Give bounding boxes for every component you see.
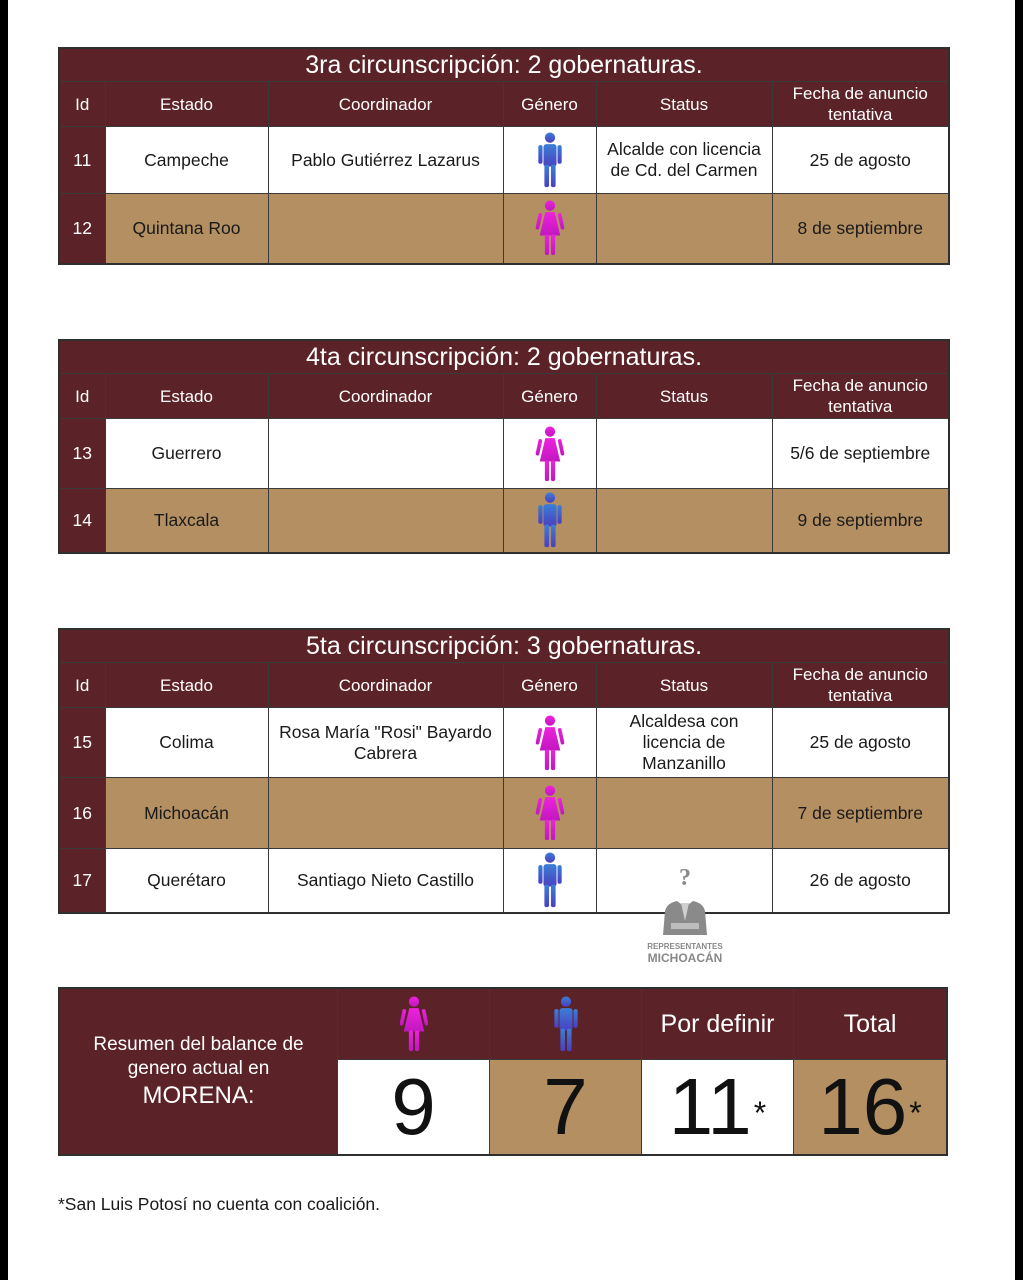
cell-genero — [503, 849, 596, 913]
cell-genero — [503, 127, 596, 194]
cell-genero — [503, 489, 596, 553]
summary-col-total — [793, 989, 946, 1154]
table-row — [59, 489, 949, 553]
total-label: Total — [794, 989, 946, 1060]
table-row — [59, 849, 949, 913]
summary-label — [60, 989, 337, 1154]
header-fecha: Fecha de anuncio tentativa — [772, 374, 949, 419]
header-estado: Estado — [105, 663, 268, 708]
cell-coordinador — [268, 194, 503, 264]
summary-col-por-definir — [641, 989, 793, 1154]
cell-fecha: 25 de agosto — [772, 708, 949, 778]
cell-estado: Campeche — [105, 127, 268, 194]
cell-status — [596, 194, 772, 264]
cell-coordinador: Pablo Gutiérrez Lazarus — [268, 127, 503, 194]
summary-col-male — [489, 989, 641, 1154]
header-genero: Género — [503, 374, 596, 419]
header-status: Status — [596, 82, 772, 127]
watermark-line2: MICHOACÁN — [647, 951, 723, 965]
footnote: *San Luis Potosí no cuenta con coalición. — [58, 1194, 381, 1214]
asterisk: * — [753, 1095, 767, 1131]
header-genero: Género — [503, 663, 596, 708]
cell-coordinador: Santiago Nieto Castillo — [268, 849, 503, 913]
header-coordinador: Coordinador — [268, 663, 503, 708]
male-icon — [552, 994, 580, 1054]
male-count: 7 — [490, 1060, 641, 1154]
table-3ra-circunscripcion — [58, 47, 950, 265]
header-fecha: Fecha de anuncio tentativa — [772, 663, 949, 708]
summary-col-female — [337, 989, 489, 1154]
por-definir-count: 11 — [668, 1062, 752, 1151]
male-icon — [508, 132, 592, 188]
cell-estado: Quintana Roo — [105, 194, 268, 264]
cell-status — [596, 419, 772, 489]
header-coordinador: Coordinador — [268, 82, 503, 127]
cell-fecha: 5/6 de septiembre — [772, 419, 949, 489]
header-estado: Estado — [105, 82, 268, 127]
header-estado: Estado — [105, 374, 268, 419]
cell-estado: Guerrero — [105, 419, 268, 489]
cell-id: 12 — [59, 194, 105, 264]
watermark-line1: REPRESENTANTES — [647, 942, 723, 951]
question-person-icon — [655, 865, 715, 937]
header-id: Id — [59, 82, 105, 127]
table-title: 5ta circunscripción: 3 gobernaturas. — [59, 629, 949, 663]
cell-estado: Tlaxcala — [105, 489, 268, 553]
female-icon — [400, 994, 428, 1054]
cell-estado: Michoacán — [105, 778, 268, 849]
cell-status — [596, 489, 772, 553]
cell-genero — [503, 778, 596, 849]
cell-fecha: 8 de septiembre — [772, 194, 949, 264]
male-icon — [508, 852, 592, 908]
male-icon — [508, 492, 592, 548]
cell-coordinador: Rosa María "Rosi" Bayardo Cabrera — [268, 708, 503, 778]
gender-summary — [58, 987, 948, 1156]
total-count: 16 — [818, 1062, 908, 1151]
watermark — [645, 865, 725, 965]
summary-label-line1: Resumen del balance de genero actual en — [93, 1033, 304, 1079]
cell-estado: Colima — [105, 708, 268, 778]
cell-id: 14 — [59, 489, 105, 553]
cell-id: 11 — [59, 127, 105, 194]
header-fecha: Fecha de anuncio tentativa — [772, 82, 949, 127]
table-row — [59, 419, 949, 489]
cell-status — [596, 778, 772, 849]
female-count: 9 — [338, 1060, 489, 1154]
cell-coordinador — [268, 489, 503, 553]
header-coordinador: Coordinador — [268, 374, 503, 419]
table-5ta-circunscripcion — [58, 628, 950, 914]
table-title: 3ra circunscripción: 2 gobernaturas. — [59, 48, 949, 82]
por-definir-label: Por definir — [642, 989, 793, 1060]
table-row — [59, 127, 949, 194]
cell-coordinador — [268, 778, 503, 849]
header-status: Status — [596, 374, 772, 419]
cell-estado: Querétaro — [105, 849, 268, 913]
header-genero: Género — [503, 82, 596, 127]
cell-fecha: 26 de agosto — [772, 849, 949, 913]
cell-genero — [503, 194, 596, 264]
table-title: 4ta circunscripción: 2 gobernaturas. — [59, 340, 949, 374]
female-icon — [508, 715, 592, 771]
cell-id: 17 — [59, 849, 105, 913]
cell-id: 15 — [59, 708, 105, 778]
svg-text:?: ? — [679, 865, 691, 891]
cell-genero — [503, 708, 596, 778]
table-row — [59, 778, 949, 849]
asterisk: * — [909, 1095, 922, 1131]
female-icon — [508, 426, 592, 482]
header-status: Status — [596, 663, 772, 708]
summary-label-line2: MORENA: — [142, 1081, 255, 1109]
cell-fecha: 25 de agosto — [772, 127, 949, 194]
header-id: Id — [59, 663, 105, 708]
cell-fecha: 9 de septiembre — [772, 489, 949, 553]
header-id: Id — [59, 374, 105, 419]
cell-id: 16 — [59, 778, 105, 849]
cell-genero — [503, 419, 596, 489]
cell-status: Alcaldesa con licencia de Manzanillo — [596, 708, 772, 778]
female-icon — [508, 200, 592, 256]
cell-fecha: 7 de septiembre — [772, 778, 949, 849]
cell-status: Alcalde con licencia de Cd. del Carmen — [596, 127, 772, 194]
cell-coordinador — [268, 419, 503, 489]
table-row — [59, 708, 949, 778]
table-row — [59, 194, 949, 264]
female-icon — [508, 785, 592, 841]
table-4ta-circunscripcion — [58, 339, 950, 554]
cell-id: 13 — [59, 419, 105, 489]
